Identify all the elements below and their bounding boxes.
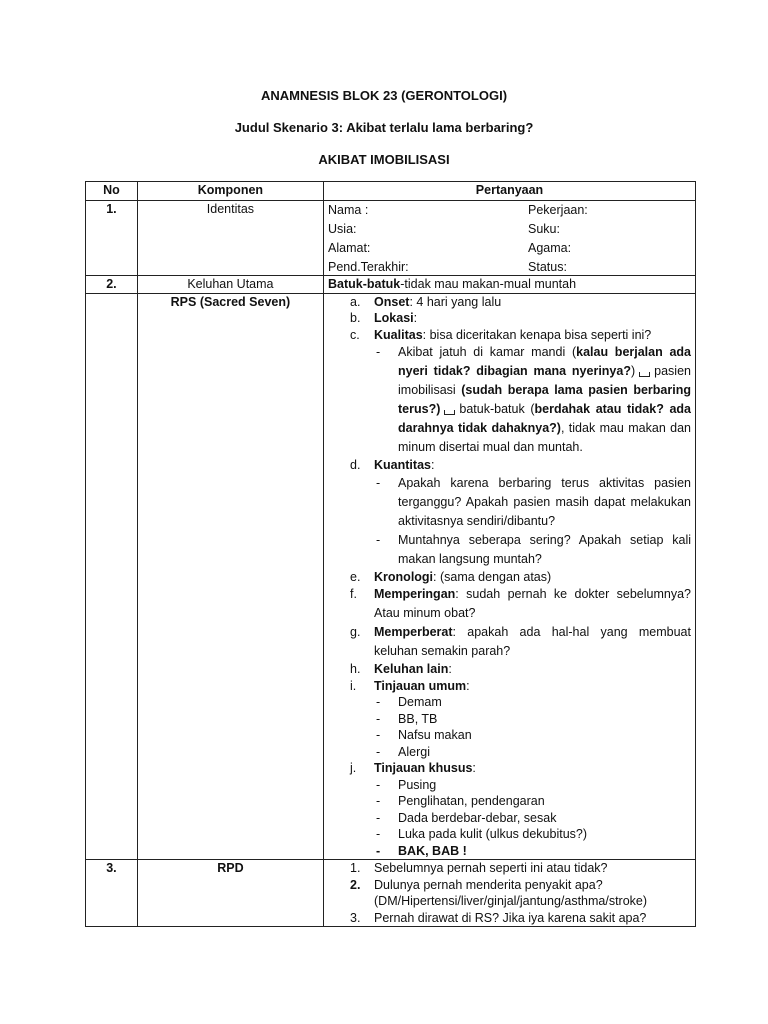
list-item: - BAK, BAB ! (376, 843, 467, 858)
section-heading: AKIBAT IMOBILISASI (318, 152, 450, 167)
list-item: 3. Pernah dirawat di RS? Jika iya karena sakit apa? (350, 910, 647, 925)
list-item: 1. Sebelumnya pernah seperti ini atau tidak? (350, 861, 608, 875)
list-item-keluhan-lain: h. Keluhan lain: (350, 662, 452, 676)
arrow-icon (639, 372, 650, 377)
row-component: RPS (Sacred Seven) (137, 293, 323, 860)
list-item-tinjauan-umum: i. Tinjauan umum: - Demam - BB, TB - Nafsu makan - Alergi (328, 678, 691, 761)
identity-fields (324, 201, 696, 276)
field-agama: Agama: (528, 241, 572, 255)
list-item-lokasi: b. Lokasi: (350, 311, 418, 325)
complaint-bold: Batuk-batuk (328, 277, 401, 291)
list-item-memperingan: f. Memperingan: sudah pernah ke dokter sebelumnya? Atau minum obat? (350, 587, 691, 620)
complaint-text: -tidak mau makan-mual muntah (400, 277, 577, 291)
row-number: 3. (86, 860, 138, 927)
list-item: - Muntahnya seberapa sering? Apakah setiap kali makan langsung muntah? (376, 532, 691, 566)
list-item-kuantitas: d. Kuantitas: - Apakah karena berbaring terus aktivitas pasien terganggu? Apakah pasien masih dapat melakukan aktivitasnya sendiri/dibantu? - Muntahnya seberapa sering? Apakah setiap kali makan langsung muntah? (328, 457, 691, 569)
row-component: Keluhan Utama (137, 276, 323, 294)
row-number (86, 293, 138, 860)
list-item: - BB, TB (376, 711, 438, 726)
table-row (86, 860, 696, 927)
rps-questions (324, 293, 696, 860)
header-komponen: Komponen (137, 182, 323, 201)
chief-complaint (324, 276, 696, 294)
list-item: - Alergi (376, 744, 430, 759)
row-number: 1. (86, 201, 138, 276)
list-item: - Apakah karena berbaring terus aktivitas pasien terganggu? Apakah pasien masih dapat melakukan aktivitasnya sendiri/dibantu? (376, 475, 691, 528)
scenario-title: Judul Skenario 3: Akibat terlalu lama berbaring? (234, 120, 534, 135)
field-pendidikan: Pend.Terakhir: (328, 260, 409, 274)
field-suku: Suku: (528, 222, 560, 236)
list-item-kronologi: e. Kronologi: (sama dengan atas) (350, 569, 552, 584)
rpd-questions (324, 860, 696, 927)
list-item: - Demam (376, 695, 442, 709)
header-no: No (86, 182, 138, 201)
table-header-row (86, 182, 696, 201)
row-component: Identitas (137, 201, 323, 276)
field-status: Status: (528, 260, 567, 274)
anamnesis-table (85, 181, 696, 927)
table-row (86, 201, 696, 276)
table-row (86, 276, 696, 294)
list-item: - Dada berdebar-debar, sesak (376, 810, 557, 825)
list-item-kualitas: c. Kualitas: bisa diceritakan kenapa bisa seperti ini? - Akibat jatuh di kamar mandi (kalau berjalan ada nyeri tidak? dibagian mana nyerinya?) pasien imobilisasi (sudah berapa lama pasien berbaring terus?) batuk-batuk (berdahak atau tidak? ada darahnya tidak dahaknya?), tidak mau makan dan minum disertai mual dan muntah. (328, 327, 691, 458)
field-usia: Usia: (328, 222, 357, 236)
list-item: - Penglihatan, pendengaran (376, 794, 545, 808)
page-title: ANAMNESIS BLOK 23 (GERONTOLOGI) (260, 88, 508, 103)
arrow-icon (444, 410, 455, 415)
list-item-tinjauan-khusus: j. Tinjauan khusus: - Pusing - Penglihatan, pendengaran - Dada berdebar-debar, sesak - Luka pada kulit (ulkus dekubitus?) - BAK, BAB ! (328, 760, 691, 859)
list-item: - Akibat jatuh di kamar mandi (kalau berjalan ada nyeri tidak? dibagian mana nyerinya?) pasien imobilisasi (sudah berapa lama pasien berbaring terus?) batuk-batuk (berdahak atau tidak? ada darahnya tidak dahaknya?), tidak mau makan dan minum disertai mual dan muntah. (376, 345, 691, 454)
field-nama: Nama : (328, 203, 369, 217)
row-number: 2. (86, 276, 138, 294)
field-pekerjaan: Pekerjaan: (528, 203, 588, 217)
field-alamat: Alamat: (328, 241, 371, 255)
header-pertanyaan: Pertanyaan (324, 182, 696, 201)
list-item-memperberat: g. Memperberat: apakah ada hal-hal yang membuat keluhan semakin parah? (350, 625, 691, 658)
list-item-onset: a. Onset: 4 hari yang lalu (350, 294, 502, 309)
list-item: - Pusing (376, 777, 437, 792)
list-item: 2. Dulunya pernah menderita penyakit apa? (DM/Hipertensi/liver/ginjal/jantung/asthma/stroke) (350, 877, 648, 908)
table-row (86, 293, 696, 860)
row-component: RPD (137, 860, 323, 927)
list-item: - Nafsu makan (376, 728, 472, 742)
list-item: - Luka pada kulit (ulkus dekubitus?) (376, 827, 588, 841)
